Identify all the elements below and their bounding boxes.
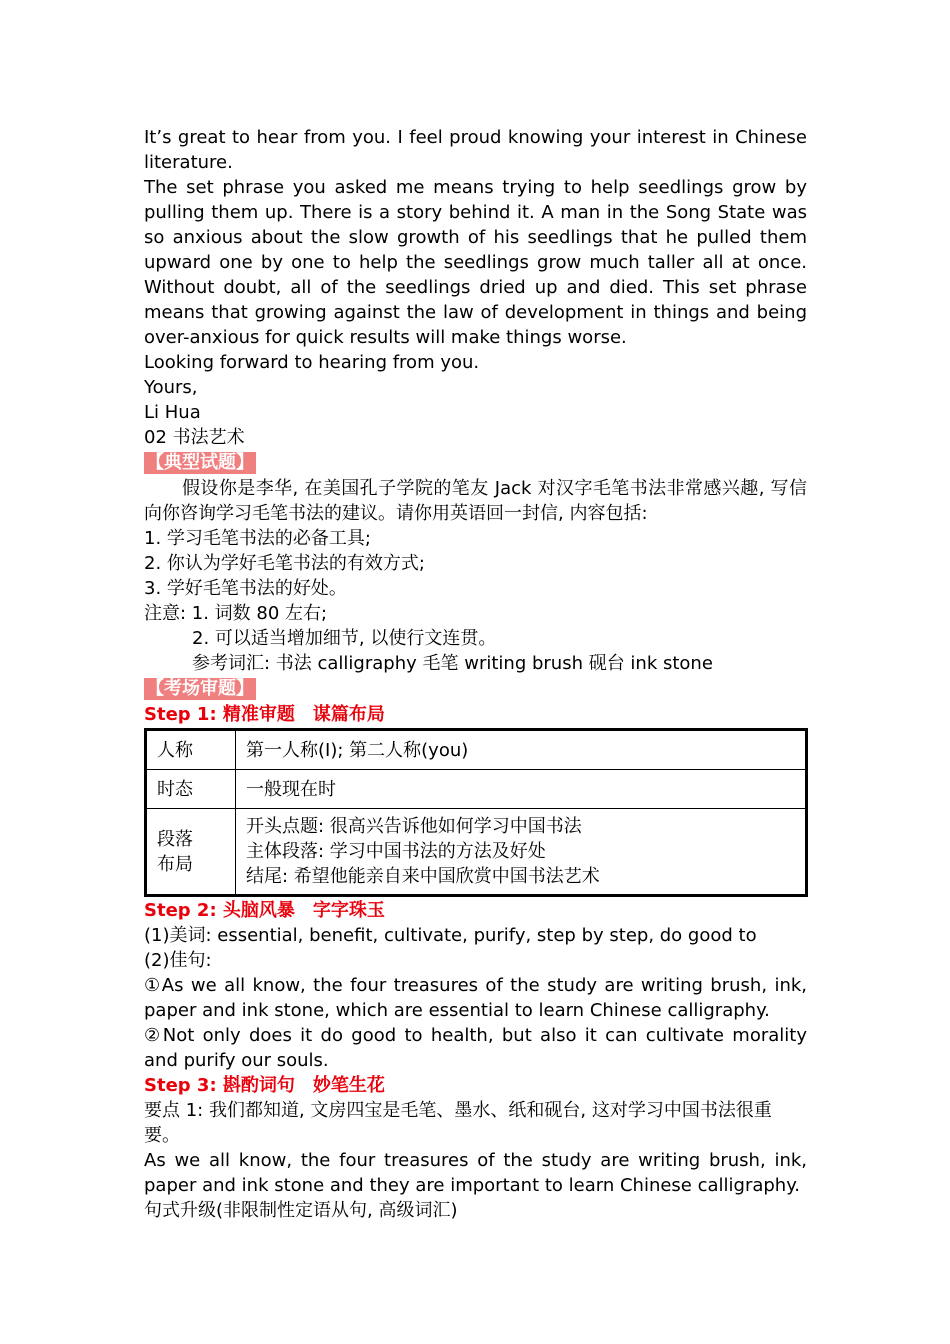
table-row xyxy=(146,770,807,809)
note-line-2: 2. 可以适当增加细节, 以使行文连贯。 xyxy=(192,628,497,649)
layout-body: 主体段落: 学习中国书法的方法及好处 xyxy=(246,841,546,862)
question-point-3: 3. 学好毛笔书法的好处。 xyxy=(144,578,347,599)
letter-paragraph-3: Looking forward to hearing from you. xyxy=(144,352,480,373)
step-2-title: Step 2: 头脑风暴 字字珠玉 xyxy=(144,900,385,921)
sentence-upgrade: 句式升级(非限制性定语从句, 高级词汇) xyxy=(144,1200,458,1221)
question-prompt: 假设你是李华, 在美国孔子学院的笔友 Jack 对汉字毛笔书法非常感兴趣, 写信向你咨询学习毛笔书法的建议。请你用英语回一封信, 内容包括: xyxy=(144,478,807,524)
tag-exam-analysis: 【考场审题】 xyxy=(146,678,254,699)
letter-signature: Li Hua xyxy=(144,402,201,423)
table-key: 时态 xyxy=(146,770,236,809)
good-sentence-1: ①As we all know, the four treasures of the study are writing brush, ink, paper and ink stone, which are essential to learn Chinese calligraphy. xyxy=(144,975,807,1021)
document-page xyxy=(144,125,807,1223)
note-line-1: 注意: 1. 词数 80 左右; xyxy=(144,603,328,624)
key-point-1-cn: 要点 1: 我们都知道, 文房四宝是毛笔、墨水、纸和砚台, 这对学习中国书法很重要。 xyxy=(144,1100,772,1146)
good-words: (1)美词: essential, benefit, cultivate, purify, step by step, do good to xyxy=(144,925,757,946)
table-value xyxy=(236,809,807,896)
table-key-line-1: 段落 xyxy=(157,828,193,850)
layout-opening: 开头点题: 很高兴告诉他如何学习中国书法 xyxy=(246,816,582,837)
good-sentence-2: ②Not only does it do good to health, but also it can cultivate morality and purify our souls. xyxy=(144,1025,807,1071)
table-key-line-2: 布局 xyxy=(157,853,193,875)
table-value: 第一人称(I); 第二人称(you) xyxy=(236,730,807,770)
key-point-1-en: As we all know, the four treasures of the study are writing brush, ink, paper and ink stone and they are important to learn Chinese calligraphy. xyxy=(144,1150,807,1196)
layout-ending: 结尾: 希望他能亲自来中国欣赏中国书法艺术 xyxy=(246,866,600,887)
letter-paragraph-2: The set phrase you asked me means trying to help seedlings grow by pulling them up. There is a story behind it. A man in the Song State was so anxious about the slow growth of his seedlings that he pulled them upward one by one to help the seedlings grow much taller all at once. Without doubt, all of the seedlings dried up and died. This set phrase means that growing against the law of development in things and being over-anxious for quick results will make things worse. xyxy=(144,177,807,348)
letter-paragraph-1: It’s great to hear from you. I feel proud knowing your interest in Chinese literature. xyxy=(144,127,807,173)
note-vocabulary: 参考词汇: 书法 calligraphy 毛笔 writing brush 砚台 ink stone xyxy=(192,653,713,674)
table-value: 一般现在时 xyxy=(236,770,807,809)
table-row xyxy=(146,730,807,770)
step-3-title: Step 3: 斟酌词句 妙笔生花 xyxy=(144,1075,385,1096)
good-sentences-label: (2)佳句: xyxy=(144,950,212,971)
table-key xyxy=(146,809,236,896)
table-key: 人称 xyxy=(146,730,236,770)
letter-closing: Yours, xyxy=(144,377,198,398)
table-row xyxy=(146,809,807,896)
section-title: 02 书法艺术 xyxy=(144,427,245,448)
question-point-1: 1. 学习毛笔书法的必备工具; xyxy=(144,528,371,549)
tag-typical-question: 【典型试题】 xyxy=(146,452,254,473)
analysis-table xyxy=(144,728,808,897)
question-point-2: 2. 你认为学好毛笔书法的有效方式; xyxy=(144,553,425,574)
step-1-title: Step 1: 精准审题 谋篇布局 xyxy=(144,704,385,725)
